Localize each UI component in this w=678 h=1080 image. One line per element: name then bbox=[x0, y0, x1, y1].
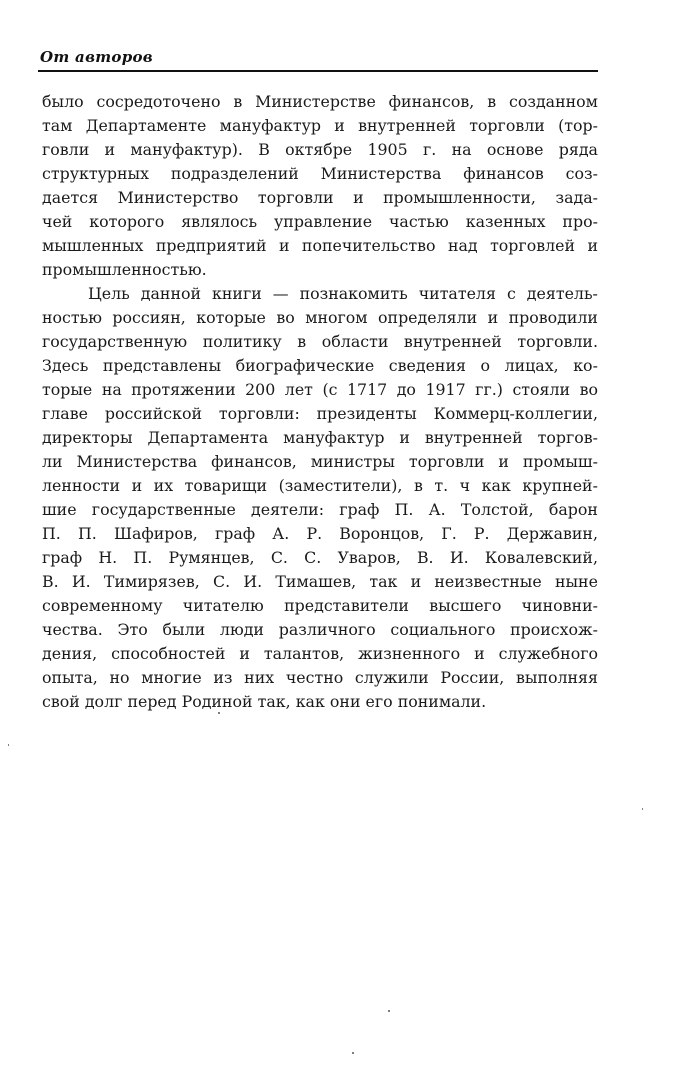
text-line: дения, способностей и талантов, жизненного и служебного bbox=[42, 644, 598, 663]
scan-speck bbox=[218, 712, 220, 714]
text-line: граф Н. П. Румянцев, С. С. Уваров, В. И. Ковалевский, bbox=[42, 548, 598, 567]
scan-speck bbox=[352, 1052, 354, 1054]
text-line: там Департаменте мануфактур и внутренней торговли (тор- bbox=[42, 116, 598, 135]
text-line: дается Министерство торговли и промышленности, зада- bbox=[42, 188, 598, 207]
text-line: чества. Это были люди различного социального происхож- bbox=[42, 620, 598, 639]
text-line: ли Министерства финансов, министры торговли и промыш- bbox=[42, 452, 598, 471]
text-line: П. П. Шафиров, граф А. Р. Воронцов, Г. Р. Державин, bbox=[42, 524, 598, 543]
header-rule bbox=[38, 70, 598, 72]
scan-speck bbox=[8, 744, 9, 746]
text-line: ностью россиян, которые во многом определяли и проводили bbox=[42, 308, 598, 327]
text-line: главе российской торговли: президенты Коммерц-коллегии, bbox=[42, 404, 598, 423]
text-line: государственную политику в области внутренней торговли. bbox=[42, 332, 598, 351]
text-line: структурных подразделений Министерства финансов соз- bbox=[42, 164, 598, 183]
scan-speck bbox=[388, 1010, 390, 1012]
scan-speck bbox=[642, 808, 643, 810]
running-header: От авторов bbox=[40, 48, 153, 66]
body-text bbox=[42, 90, 598, 714]
text-line: говли и мануфактур). В октябре 1905 г. на основе ряда bbox=[42, 140, 598, 159]
text-line: опыта, но многие из них честно служили России, выполняя bbox=[42, 668, 598, 687]
text-line: ленности и их товарищи (заместители), в т. ч как крупней- bbox=[42, 476, 598, 495]
text-line: директоры Департамента мануфактур и внутренней торгов- bbox=[42, 428, 598, 447]
text-line: промышленностью. bbox=[42, 260, 207, 279]
text-line: Здесь представлены биографические сведения о лицах, ко- bbox=[42, 356, 598, 375]
text-line: В. И. Тимирязев, С. И. Тимашев, так и неизвестные ныне bbox=[42, 572, 598, 591]
text-line: было сосредоточено в Министерстве финансов, в созданном bbox=[42, 92, 598, 111]
text-line: шие государственные деятели: граф П. А. Толстой, барон bbox=[42, 500, 598, 519]
text-line: мышленных предприятий и попечительство над торговлей и bbox=[42, 236, 598, 255]
text-line: свой долг перед Родиной так, как они его понимали. bbox=[42, 692, 487, 711]
text-line: чей которого являлось управление частью казенных про- bbox=[42, 212, 598, 231]
text-line: торые на протяжении 200 лет (с 1717 до 1917 гг.) стояли во bbox=[42, 380, 598, 399]
text-line: современному читателю представители высшего чиновни- bbox=[42, 596, 598, 615]
text-line: Цель данной книги — познакомить читателя с деятель- bbox=[88, 284, 598, 303]
